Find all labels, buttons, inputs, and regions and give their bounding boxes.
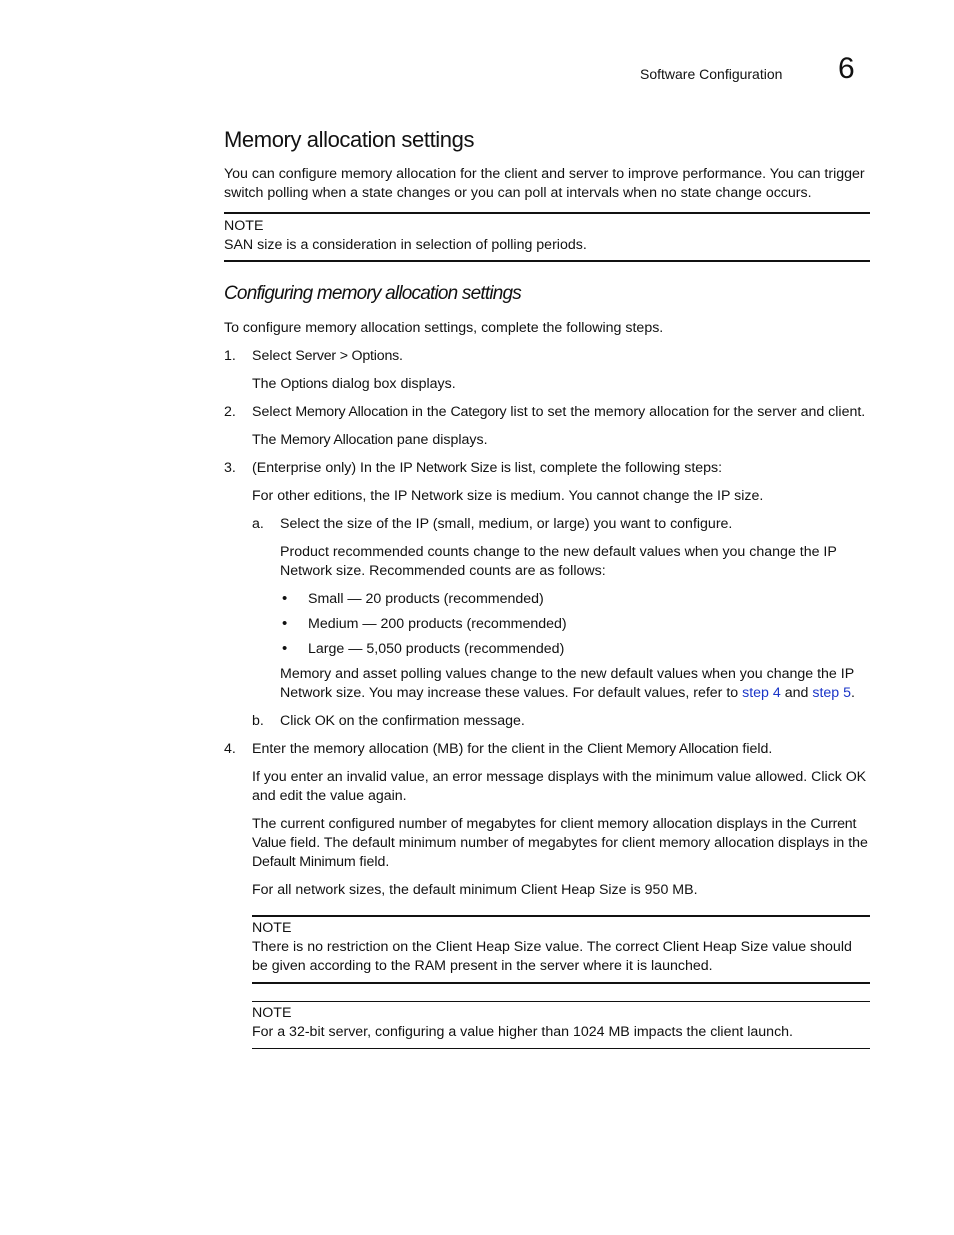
ui-term: Memory Allocation — [295, 404, 408, 420]
note-label: NOTE — [252, 1005, 292, 1021]
step-result: The Memory Allocation pane displays. — [252, 432, 488, 448]
ui-term: Options — [280, 376, 328, 392]
chapter-title: Software Configuration — [640, 66, 783, 82]
list-item: • Medium — 200 products (recommended) — [308, 615, 870, 634]
step-result: The Options dialog box displays. — [252, 376, 456, 392]
note-label: NOTE — [252, 920, 292, 936]
page-content — [224, 127, 870, 1049]
step-3: 3. (Enterprise only) In the IP Network Size is list, complete the following steps: — [224, 460, 723, 476]
substep-a — [224, 515, 870, 534]
step-other-editions: For other editions, the IP Network size is medium. You cannot change the IP size. — [252, 488, 764, 504]
section-intro: You can configure memory allocation for the client and server to improve performance. You can trigger switch polling when a state changes or you can poll at intervals when no state change occurs. — [224, 166, 865, 201]
ui-term: IP Network Size is — [399, 460, 511, 476]
substep-letter: a. — [252, 516, 264, 532]
step-text: . — [399, 348, 403, 364]
heap-size-text: For all network sizes, the default minimum Client Heap Size is 950 MB. — [252, 882, 698, 898]
step-2: 2. Select Memory Allocation in the Category list to set the memory allocation for the server and client. — [224, 404, 866, 420]
note-box — [224, 212, 870, 262]
list-item: • Large — 5,050 products (recommended) — [308, 640, 870, 659]
invalid-value-text: If you enter an invalid value, an error message displays with the minimum value allowed. Click OK and edit the value again. — [252, 769, 866, 804]
step-5-link[interactable]: step 5 — [812, 685, 851, 701]
step-number: 1. — [224, 348, 236, 364]
ui-term: Memory Allocation — [280, 432, 393, 448]
step-1 — [224, 347, 870, 366]
current-value-text: The current configured number of megabytes for client memory allocation displays in the Current Value field. The default minimum number of megabytes for client memory allocation displays in the Default Minimum field. — [252, 816, 868, 870]
substep-b: b. Click OK on the confirmation message. — [252, 713, 525, 729]
ui-term: Server > Options — [295, 348, 400, 364]
substep-letter: b. — [252, 713, 264, 729]
section-title: Memory allocation settings — [224, 127, 475, 152]
substep-text: Select the size of the IP (small, medium, or large) you want to configure. — [280, 516, 733, 532]
ui-term: OK — [845, 769, 866, 785]
ui-term: Category — [450, 404, 507, 420]
counts-list — [224, 590, 870, 659]
step-number: 2. — [224, 404, 236, 420]
chapter-number: 6 — [838, 52, 855, 85]
subsection-intro: To configure memory allocation settings, complete the following steps. — [224, 320, 664, 336]
note-text: SAN size is a consideration in selection of polling periods. — [224, 237, 587, 253]
note-box-heap — [252, 915, 870, 984]
step-4: 4. Enter the memory allocation (MB) for the client in the Client Memory Allocation field. — [224, 741, 773, 757]
memory-polling-text: Memory and asset polling values change to the new default values when you change the IP Network size. You may increase these values. For default values, refer to step 4 and step 5. — [280, 666, 855, 701]
ui-term: Default Minimum — [252, 854, 356, 870]
ui-term: OK — [314, 713, 335, 729]
ui-term: Client Memory Allocation — [587, 741, 739, 757]
list-item: • Small — 20 products (recommended) — [308, 590, 870, 609]
subsection-title: Configuring memory allocation settings — [224, 283, 521, 304]
ui-term: Current Value — [252, 816, 857, 851]
step-4-link[interactable]: step 4 — [742, 685, 781, 701]
note-box-32bit — [252, 1001, 870, 1049]
note-label: NOTE — [224, 218, 264, 234]
step-number: 4. — [224, 741, 236, 757]
step-text: Select — [252, 348, 296, 364]
recommended-counts: Product recommended counts change to the new default values when you change the IP Network size. Recommended counts are as follows: — [280, 544, 837, 579]
note-text: There is no restriction on the Client Heap Size value. The correct Client Heap Size value should be given according to the RAM present in the server where it is launched. — [252, 939, 852, 974]
note-text: For a 32-bit server, configuring a value higher than 1024 MB impacts the client launch. — [252, 1024, 794, 1040]
step-number: 3. — [224, 460, 236, 476]
